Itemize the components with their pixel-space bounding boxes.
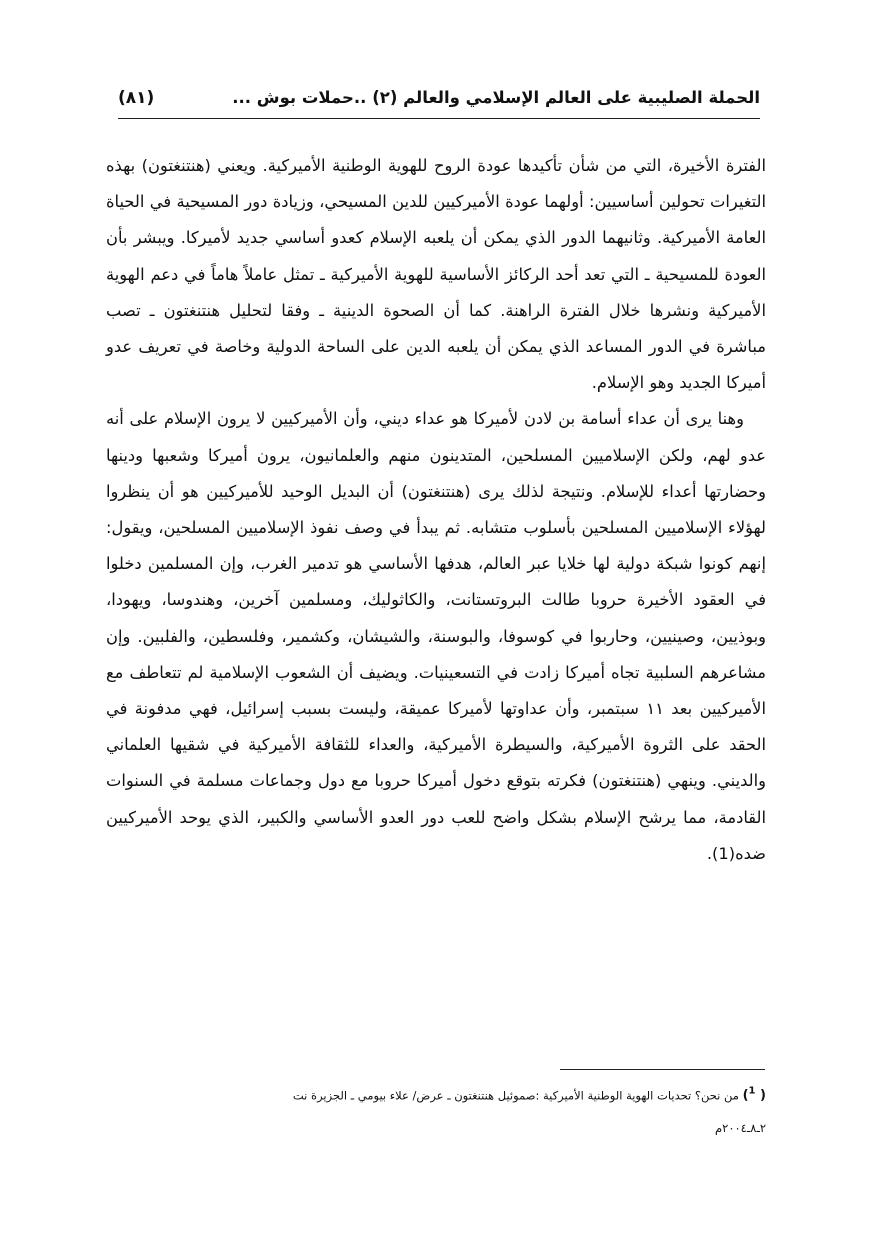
footnote-text: من نحن؟ تحديات الهوية الوطنية الأميركية :صموئيل هنتنغتون ـ عرض/ علاء بيومي ـ الجزيرة نت bbox=[292, 1088, 739, 1103]
paragraph-2: وهنا يرى أن عداء أسامة بن لادن لأميركا هو عداء ديني، وأن الأميركيين لا يرون الإسلام على أنه عدو لهم، ولكن الإسلاميين المسلحين، المتدينون منهم والعلمانيون، يرون أميركا وشعبها ودينها وحضارتها أعداء للإسلام. ونتيجة لذلك يرى (هنتنغتون) أن البديل الوحيد للأميركيين هو أن ينظروا لهؤلاء الإسلاميين المسلحين بأسلوب متشابه. ثم يبدأ في وصف نفوذ الإسلاميين المسلحين، ويقول: إنهم كونوا شبكة دولية لها خلايا عبر العالم، هدفها الأساسي هو تدمير الغرب، وإن المسلمين دخلوا في العقود الأخيرة حروبا طالت البروتستانت، والكاثوليك، ومسلمين آخرين، وهندوسا، ويهودا، وبوذيين، وصينيين، وحاربوا في كوسوفا، والبوسنة، والشيشان، وكشمير، وفلسطين، والفلبين. وإن مشاعرهم السلبية تجاه أميركا زادت في التسعينيات. ويضيف أن الشعوب الإسلامية لم تتعاطف مع الأميركيين بعد ١١ سبتمبر، وأن عداوتها لأميركا عميقة، وليست بسبب إسرائيل، فهي مدفونة في الحقد على الثروة الأميركية، والسيطرة الأميركية، والعداء للثقافة الأميركية في شقيها العلماني والديني. وينهي (هنتنغتون) فكرته بتوقع دخول أميركا حروبا مع دول وجماعات مسلمة في السنوات القادمة، مما يرشح الإسلام بشكل واضح للعب دور العدو الأساسي والكبير، الذي يوحد الأميركيين ضده(1). bbox=[106, 409, 766, 863]
paragraph-1: الفترة الأخيرة، التي من شأن تأكيدها عودة الروح للهوية الوطنية الأميركية. ويعني (هنتنغتون) بهذه التغيرات تحولين أساسيين: أولهما عودة الأميركيين للدين المسيحي، وزيادة دور المسيحية في الحياة العامة الأميركية. وثانيهما الدور الذي يمكن أن يلعبه الإسلام كعدو أساسي جديد لأميركا. ويبشر بأن العودة للمسيحية ـ التي تعد أحد الركائز الأساسية للهوية الأميركية ـ تمثل عاملاً هاماً في دعم الهوية الأميركية ونشرها خلال الفترة الراهنة. كما أن الصحوة الدينية ـ وفقا لتحليل هنتنغتون ـ تصب مباشرة في الدور المساعد الذي يمكن أن يلعبه الدين على الساحة الدولية وخاصة في تعريف عدو أميركا الجديد وهو الإسلام. bbox=[106, 156, 766, 393]
footnote-marker-open: ( bbox=[760, 1088, 766, 1104]
footnote-date: ٢ـ٨ـ٢٠٠٤م bbox=[715, 1121, 766, 1136]
running-header bbox=[118, 88, 760, 119]
footnote-separator bbox=[560, 1069, 765, 1070]
body-text bbox=[106, 148, 766, 872]
footnote bbox=[118, 1076, 766, 1144]
header-title: الحملة الصليبية على العالم الإسلامي والعالم (٢) ..حملات بوش ... bbox=[232, 88, 760, 107]
page-number: (٨١) bbox=[118, 88, 155, 108]
footnote-number: 1 bbox=[748, 1086, 756, 1097]
footnote-marker-close: ) bbox=[742, 1088, 749, 1104]
footnote-marker bbox=[743, 1088, 766, 1103]
